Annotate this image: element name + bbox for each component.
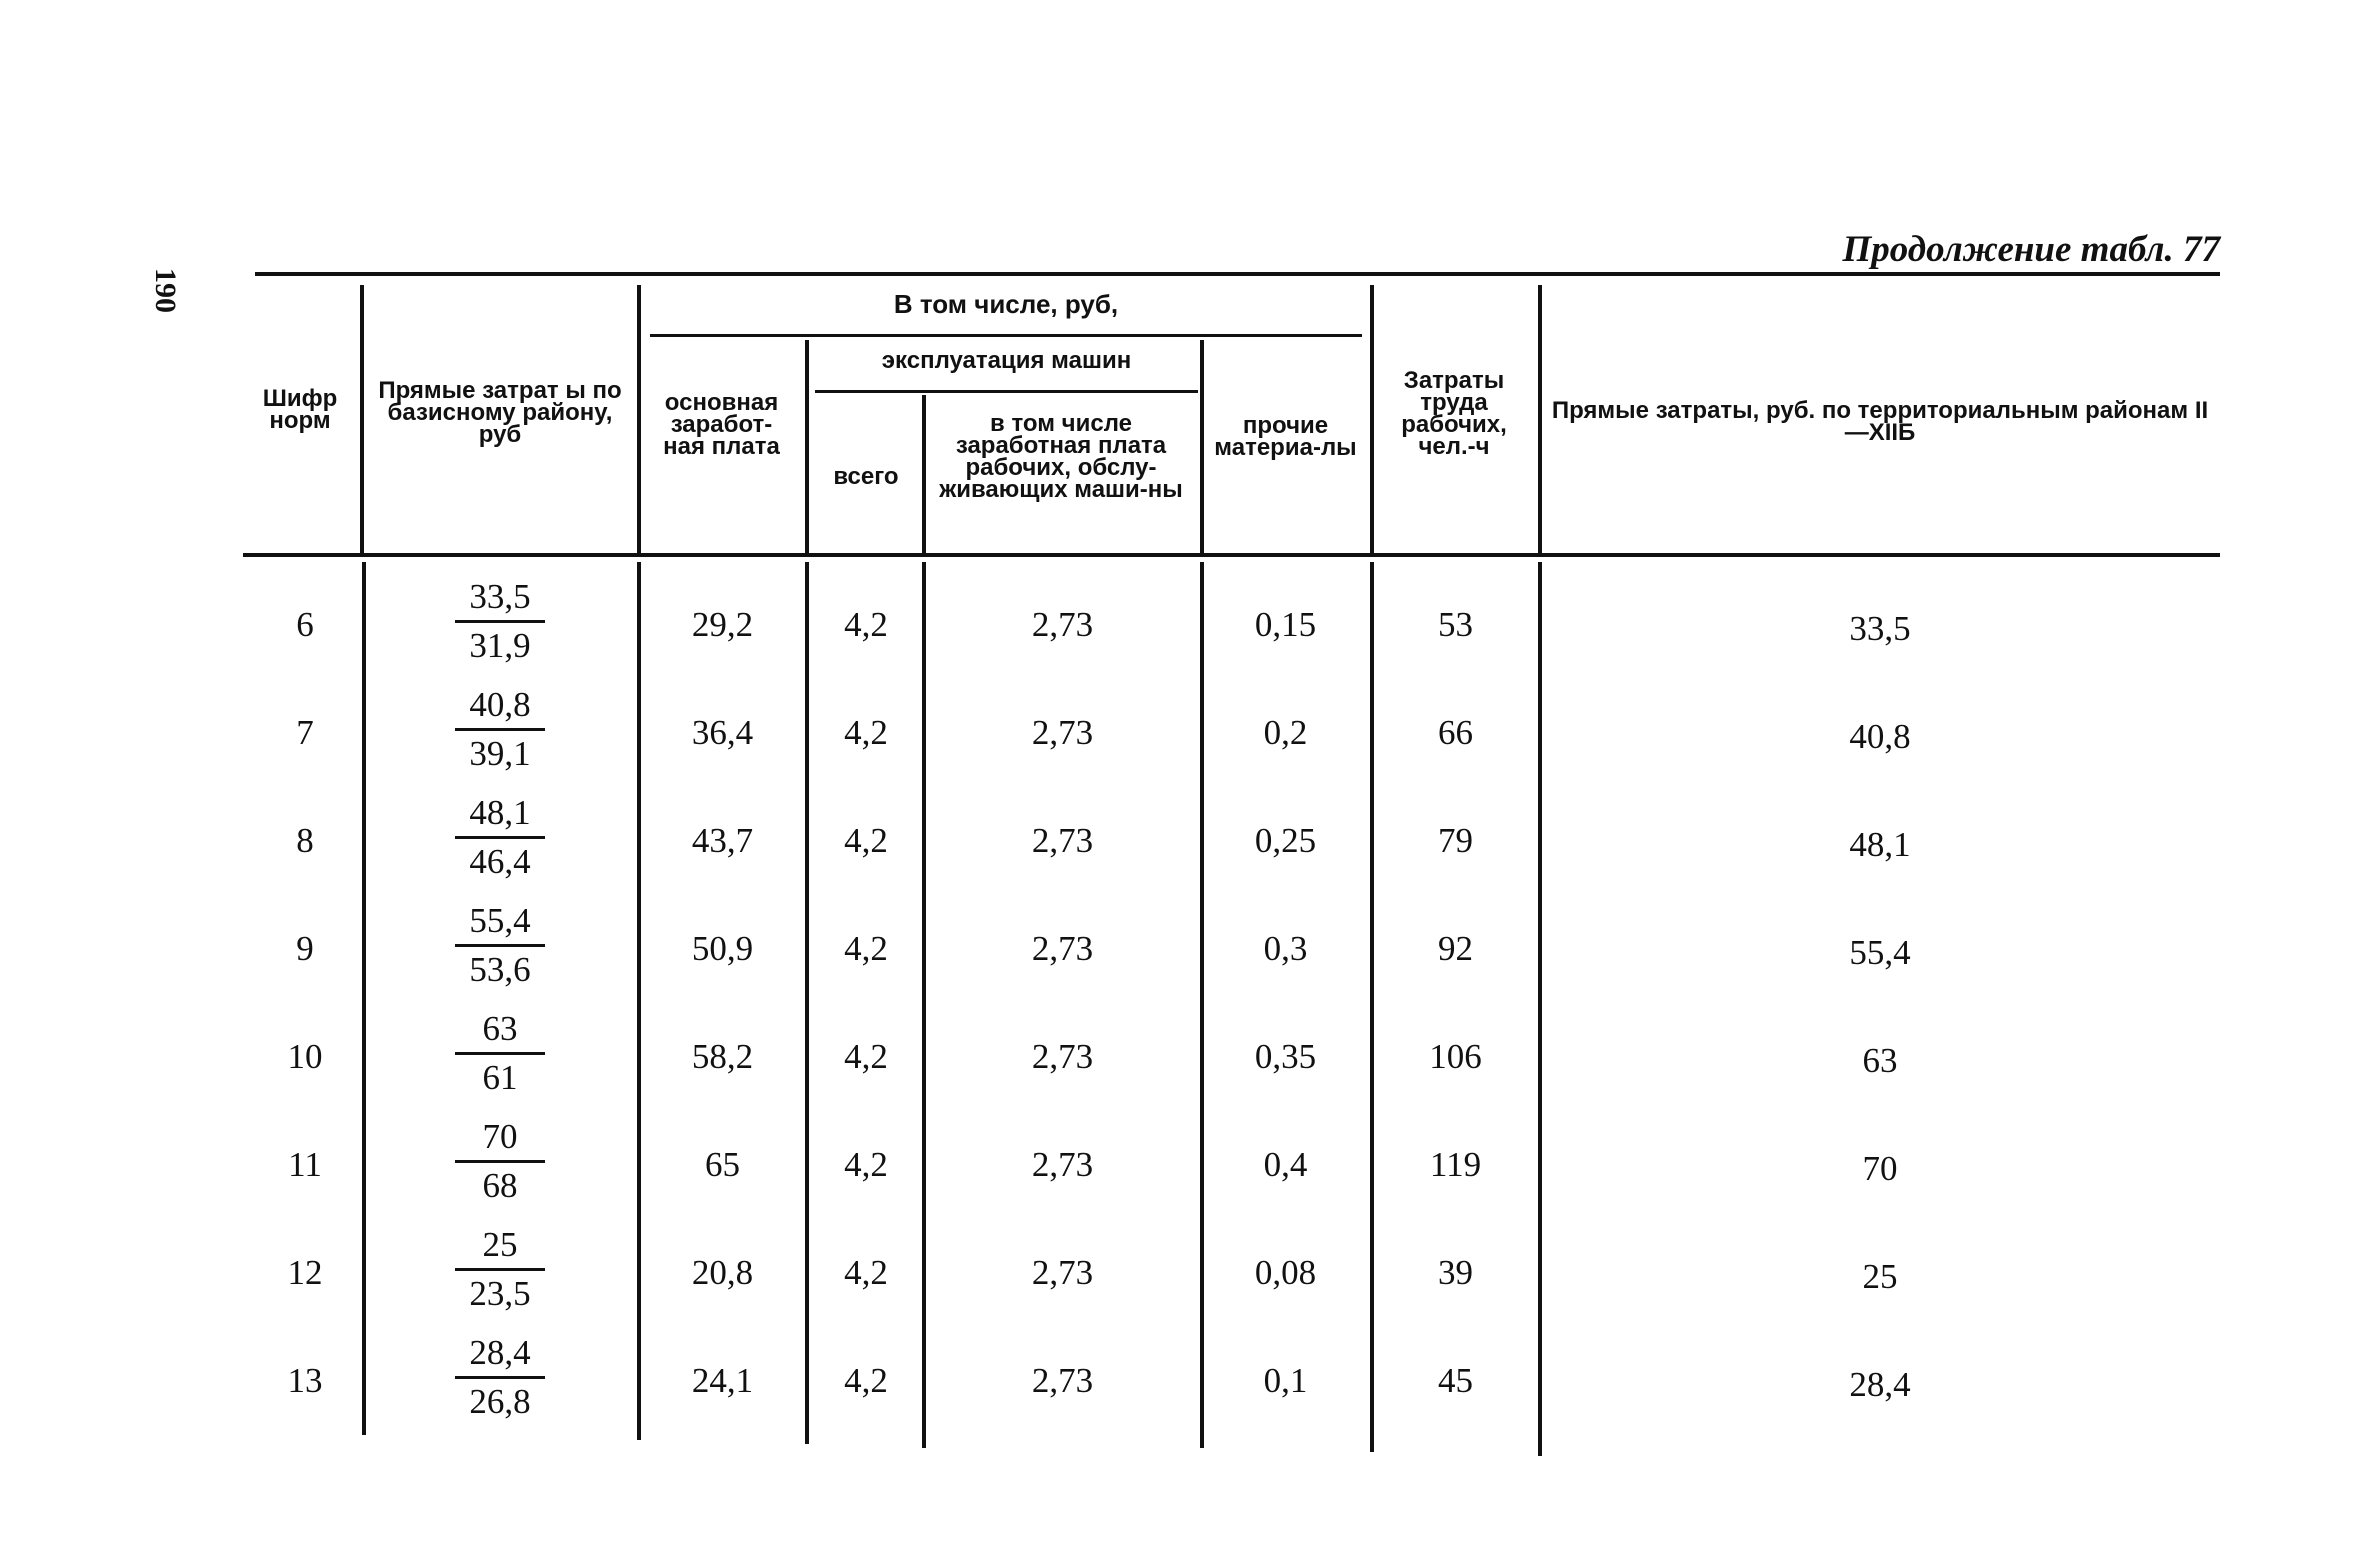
cell-total: 4,2 [844,929,888,968]
cell-code: 8 [296,821,314,860]
including-group-rule [650,334,1362,337]
cell-regional: 70 [1862,1149,1898,1188]
cell-regional: 48,1 [1849,825,1911,864]
fraction-bar [455,1268,545,1271]
cell-wages: 43,7 [691,821,754,860]
cell-machine-wages: 2,73 [1031,1145,1094,1184]
header-machines: эксплуатация машин [881,347,1132,374]
cell-machine-wages: 2,73 [1031,821,1094,860]
cell-materials: 0,1 [1263,1361,1308,1400]
body-divider-1 [362,562,366,1435]
cell-wages: 29,2 [691,605,754,644]
cell-materials: 0,25 [1254,821,1317,860]
header-machine-wages: в том числе заработная плата рабочих, обслу-живающих маши-ны [939,410,1183,503]
fraction-bar [455,944,545,947]
header-direct-base: Прямые затрат ы по базисному району, руб [378,377,622,448]
direct-cost-fraction [455,577,545,666]
direct-cost-fraction [455,793,545,882]
cell-code: 12 [287,1253,323,1292]
cell-code: 6 [296,605,314,644]
header-wages: основная заработ-ная плата [663,389,780,460]
col-divider-5 [1200,340,1204,553]
cell-code: 10 [287,1037,323,1076]
direct-cost-fraction [455,1225,545,1314]
header-regional: Прямые затраты, руб. по территориальным районам II—XIIБ [1551,397,2209,446]
header-labor: Затраты труда рабочих, чел.-ч [1401,367,1507,460]
fraction-denominator: 61 [482,1058,518,1097]
cell-machine-wages: 2,73 [1031,713,1094,752]
cell-regional: 28,4 [1849,1365,1911,1404]
cell-machine-wages: 2,73 [1031,1253,1094,1292]
body-divider-7 [1538,562,1542,1456]
header-including: В том числе, руб, [893,289,1119,319]
cell-materials: 0,08 [1254,1253,1317,1292]
direct-cost-fraction [455,1117,545,1206]
col-divider-6 [1370,285,1374,553]
machines-group-rule [815,390,1198,393]
cell-total: 4,2 [844,1037,888,1076]
fraction-bar [455,1160,545,1163]
table-continuation-caption: Продолжение табл. 77 [1842,229,2220,270]
cell-total: 4,2 [844,1361,888,1400]
header-bottom-rule [243,553,2220,557]
cell-labor: 39 [1438,1253,1473,1292]
fraction-numerator: 25 [482,1225,518,1264]
fraction-numerator: 48,1 [469,793,531,832]
cell-regional: 40,8 [1849,717,1911,756]
cell-labor: 53 [1438,605,1473,644]
cell-total: 4,2 [844,1145,888,1184]
fraction-denominator: 68 [482,1166,518,1205]
fraction-bar [455,620,545,623]
body-divider-3 [805,562,809,1444]
cell-total: 4,2 [844,1253,888,1292]
fraction-numerator: 33,5 [469,577,531,616]
fraction-denominator: 23,5 [469,1274,531,1313]
body-divider-5 [1200,562,1204,1448]
fraction-denominator: 46,4 [469,842,531,881]
cell-wages: 24,1 [691,1361,754,1400]
cell-wages: 36,4 [691,713,754,752]
cell-labor: 119 [1429,1145,1482,1184]
col-divider-3 [805,340,809,553]
header-code: Шифр норм [262,385,338,434]
cell-regional: 25 [1862,1257,1898,1296]
fraction-numerator: 40,8 [469,685,531,724]
fraction-denominator: 31,9 [469,626,531,665]
fraction-denominator: 26,8 [469,1382,531,1421]
col-divider-1 [360,285,364,553]
cell-wages: 58,2 [691,1037,754,1076]
cell-total: 4,2 [844,821,888,860]
fraction-numerator: 28,4 [469,1333,531,1372]
fraction-numerator: 63 [482,1009,518,1048]
direct-cost-fraction [455,1333,545,1422]
cell-machine-wages: 2,73 [1031,1037,1094,1076]
fraction-bar [455,728,545,731]
cell-wages: 65 [705,1145,740,1184]
col-divider-7 [1538,285,1542,553]
body-divider-2 [637,562,641,1440]
cell-code: 7 [296,713,314,752]
cell-total: 4,2 [844,605,888,644]
col-divider-4 [922,395,926,553]
fraction-denominator: 39,1 [469,734,531,773]
cell-regional: 33,5 [1849,609,1911,648]
fraction-denominator: 53,6 [469,950,531,989]
fraction-numerator: 55,4 [469,901,531,940]
direct-cost-fraction [455,1009,545,1098]
cell-regional: 63 [1862,1041,1898,1080]
cell-machine-wages: 2,73 [1031,605,1094,644]
cell-wages: 50,9 [691,929,754,968]
cell-machine-wages: 2,73 [1031,929,1094,968]
cell-materials: 0,4 [1263,1145,1308,1184]
cell-code: 13 [287,1361,323,1400]
fraction-bar [455,1376,545,1379]
header-materials: прочие материа-лы [1214,412,1357,461]
cell-code: 9 [296,929,314,968]
fraction-bar [455,836,545,839]
cell-labor: 45 [1438,1361,1473,1400]
body-divider-6 [1370,562,1374,1452]
cell-code: 11 [288,1145,322,1184]
body-divider-4 [922,562,926,1448]
cell-labor: 79 [1438,821,1473,860]
cell-labor: 92 [1438,929,1473,968]
table-top-rule [255,272,2220,276]
fraction-numerator: 70 [482,1117,518,1156]
cell-wages: 20,8 [691,1253,754,1292]
cell-total: 4,2 [844,713,888,752]
cell-materials: 0,15 [1254,605,1317,644]
cell-labor: 106 [1429,1037,1482,1076]
page-number: 190 [149,268,182,313]
direct-cost-fraction [455,685,545,774]
col-divider-2 [637,285,641,553]
header-machines-total: всего [833,463,899,490]
cell-materials: 0,3 [1263,929,1308,968]
fraction-bar [455,1052,545,1055]
cell-labor: 66 [1438,713,1473,752]
cell-regional: 55,4 [1849,933,1911,972]
cell-machine-wages: 2,73 [1031,1361,1094,1400]
direct-cost-fraction [455,901,545,990]
cell-materials: 0,35 [1254,1037,1317,1076]
cell-materials: 0,2 [1263,713,1308,752]
